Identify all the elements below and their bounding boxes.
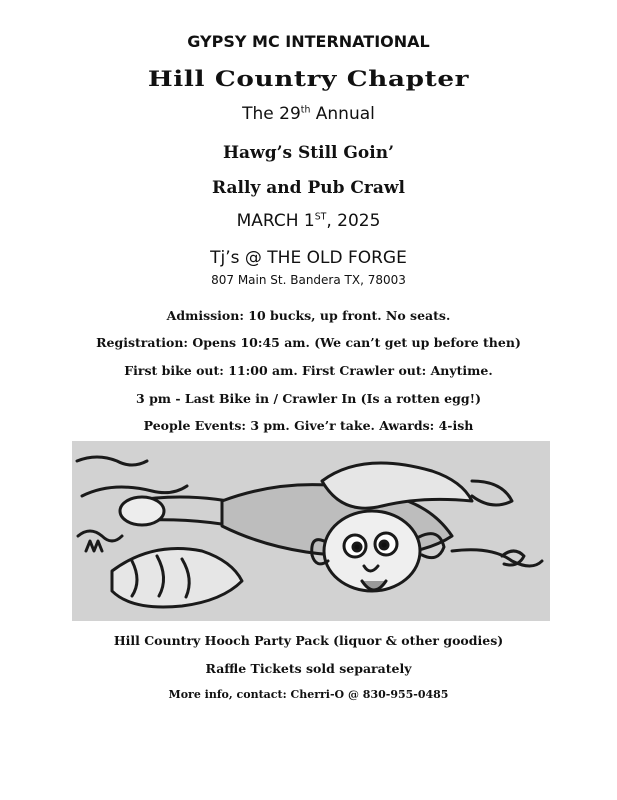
detail-last-bike: 3 pm - Last Bike in / Crawler In (Is a rotten egg!) — [136, 391, 481, 406]
annual-ordinal: th — [300, 104, 311, 116]
event-name: Hawg’s Still Goin’ — [222, 143, 395, 163]
chapter-title — [0, 66, 617, 91]
prize-line: Hill Country Hooch Party Pack (liquor & other goodies) — [113, 633, 504, 648]
annual-line — [0, 104, 617, 124]
venue-name: Tj’s @ THE OLD FORGE — [210, 248, 407, 268]
detail-first-bike: First bike out: 11:00 am. First Crawler out: Anytime. — [124, 363, 493, 378]
venue-address: 807 Main St. Bandera TX, 78003 — [211, 273, 406, 287]
chapter-title-text: Hill Country Chapter — [147, 66, 470, 91]
date-prefix: MARCH 1 — [236, 211, 315, 231]
detail-people-events: People Events: 3 pm. Give’r take. Awards: 4-ish — [143, 418, 474, 433]
event-date — [0, 211, 617, 231]
detail-registration: Registration: Opens 10:45 am. (We can’t get up before then) — [96, 335, 521, 350]
raffle-line: Raffle Tickets sold separately — [205, 661, 412, 676]
event-subtitle: Rally and Pub Crawl — [212, 178, 405, 198]
date-ordinal: ST — [314, 211, 327, 223]
annual-prefix: The 29 — [242, 104, 301, 124]
crawling-cartoon-drawing — [72, 441, 550, 621]
contact-line: More info, contact: Cherri-O @ 830-955-0485 — [168, 688, 449, 701]
annual-suffix: Annual — [310, 104, 375, 124]
crawling-cartoon-image — [72, 441, 550, 621]
org-name: GYPSY MC INTERNATIONAL — [187, 32, 430, 51]
date-suffix: , 2025 — [326, 211, 381, 231]
detail-admission: Admission: 10 bucks, up front. No seats. — [166, 308, 451, 323]
